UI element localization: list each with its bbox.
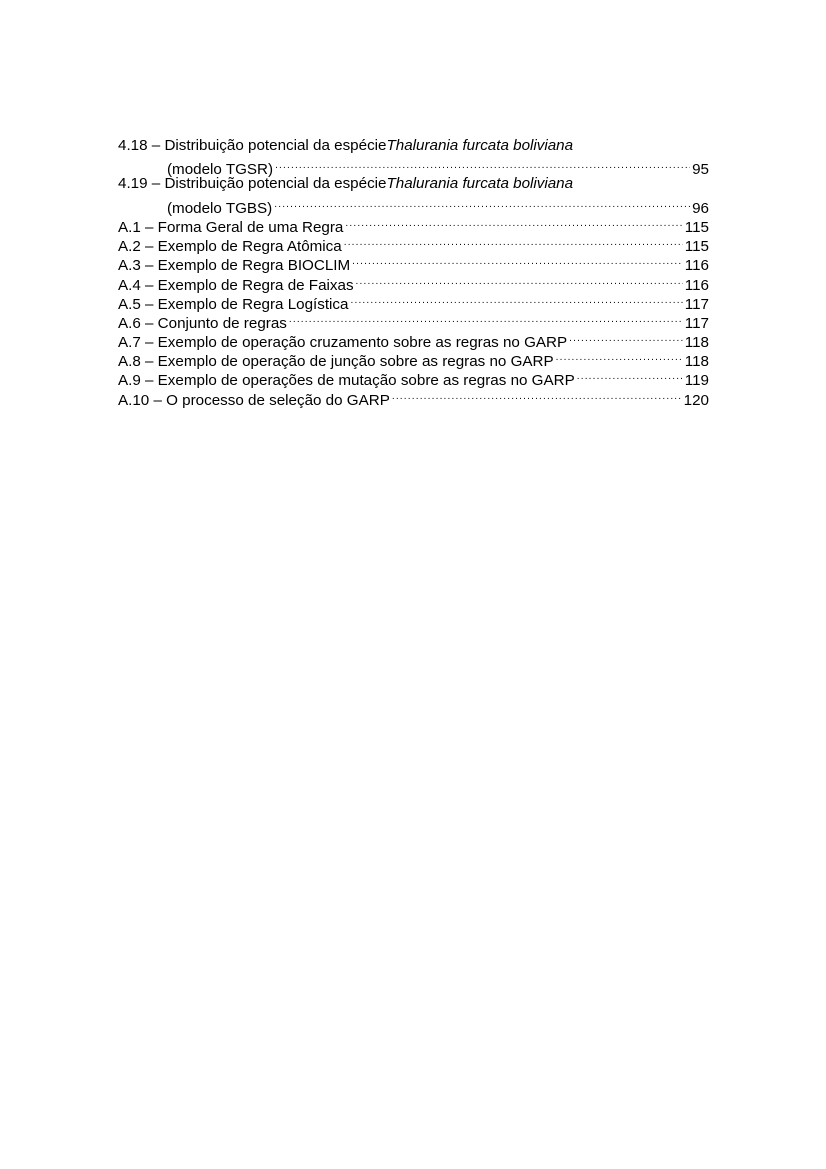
toc-page-number: 115 bbox=[684, 238, 709, 256]
toc-entry-species-name: Thalurania furcata boliviana bbox=[386, 175, 574, 193]
toc-entry-label: A.9 – Exemplo de operações de mutação sobre as regras no GARP bbox=[118, 372, 575, 390]
toc-entry-label: A.1 – Forma Geral de uma Regra bbox=[118, 218, 344, 236]
toc-entry-continuation-line bbox=[118, 155, 709, 179]
toc-entry-continuation-line bbox=[118, 194, 709, 217]
toc-page-number: 118 bbox=[684, 353, 709, 371]
dot-leader bbox=[577, 366, 683, 385]
dot-leader bbox=[345, 213, 682, 232]
dot-leader bbox=[350, 290, 682, 309]
toc-page-number: 117 bbox=[684, 314, 709, 332]
toc-page-number: 118 bbox=[684, 334, 709, 352]
toc-entry-species-name: Thalurania furcata boliviana bbox=[386, 137, 574, 154]
toc-entry-label: A.3 – Exemplo de Regra BIOCLIM bbox=[118, 257, 351, 275]
dot-leader bbox=[289, 309, 683, 328]
toc-entry-label: A.10 – O processo de seleção do GARP bbox=[118, 391, 390, 409]
table-of-figures bbox=[118, 136, 709, 409]
dot-leader bbox=[392, 385, 682, 404]
toc-page-number: 117 bbox=[684, 295, 709, 313]
dot-leader bbox=[274, 194, 690, 213]
toc-page-number: 116 bbox=[684, 257, 709, 275]
toc-page-number: 95 bbox=[692, 161, 709, 179]
dot-leader bbox=[275, 155, 690, 174]
toc-entry-label: A.8 – Exemplo de operação de junção sobre as regras no GARP bbox=[118, 353, 554, 371]
toc-entry-label: 4.18 – Distribuição potencial da espécie bbox=[118, 137, 387, 154]
dot-leader bbox=[344, 232, 683, 251]
toc-entry-title-line bbox=[118, 136, 709, 155]
toc-entry-model: (modelo TGBS) bbox=[167, 199, 273, 217]
toc-page-number: 116 bbox=[684, 276, 709, 294]
toc-page-number: 119 bbox=[684, 372, 709, 390]
toc-page-number: 96 bbox=[692, 199, 709, 217]
toc-entry-label: A.7 – Exemplo de operação cruzamento sobre as regras no GARP bbox=[118, 334, 568, 352]
dot-leader bbox=[569, 328, 683, 347]
dot-leader bbox=[556, 347, 683, 366]
toc-entry-title-line bbox=[118, 174, 709, 193]
toc-entry-label: A.2 – Exemplo de Regra Atômica bbox=[118, 238, 342, 256]
dot-leader bbox=[352, 251, 683, 270]
toc-entry-4-19[interactable] bbox=[118, 174, 709, 217]
toc-entry-label: A.5 – Exemplo de Regra Logística bbox=[118, 295, 349, 313]
toc-entry-4-18[interactable] bbox=[118, 136, 709, 179]
toc-entry-label: A.6 – Conjunto de regras bbox=[118, 314, 287, 332]
toc-page-number: 120 bbox=[683, 391, 709, 409]
dot-leader bbox=[356, 270, 683, 289]
toc-page-number: 115 bbox=[684, 218, 709, 236]
toc-entry-label: 4.19 – Distribuição potencial da espécie bbox=[118, 175, 387, 193]
toc-entry-label: A.4 – Exemplo de Regra de Faixas bbox=[118, 276, 354, 294]
toc-entry-model: (modelo TGSR) bbox=[167, 161, 274, 179]
